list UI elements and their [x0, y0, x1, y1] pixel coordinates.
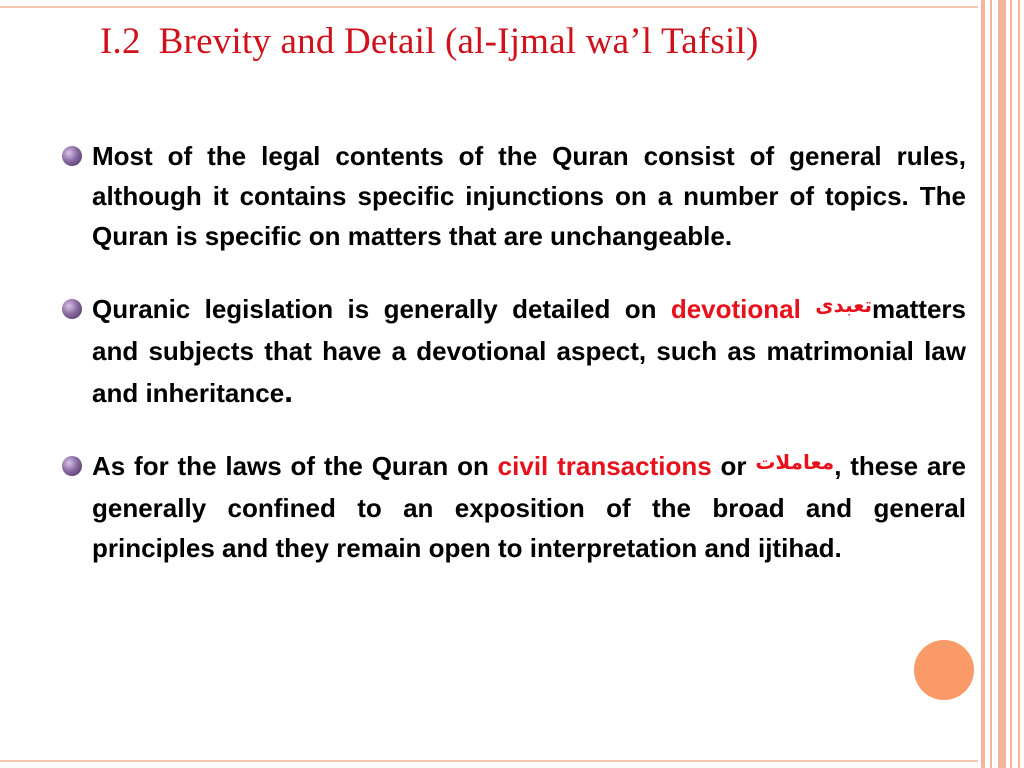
bullet-3-text-mid: or [711, 451, 756, 481]
title-number: I.2 [100, 21, 141, 62]
bullet-3-highlight: civil transactions [497, 451, 712, 481]
purple-sphere-bullet-icon [62, 456, 82, 476]
bullet-3-text-before: As for the laws of the Quran on [92, 451, 498, 481]
bullet-2-text-before: Quranic legislation is generally detailed on [92, 294, 671, 324]
bullet-2-arabic-term: تعبدى [815, 293, 873, 317]
bullet-item-2 [62, 289, 966, 413]
bullet-2-end-mark: . [284, 373, 294, 409]
frame-top-line [0, 6, 978, 8]
purple-sphere-bullet-icon [62, 299, 82, 319]
bullet-2-text-after: matters and subjects that have a devotional aspect, such as matrimonial law and inheritance [92, 294, 966, 408]
orange-circle-decoration [914, 640, 974, 700]
bullet-1-text: Most of the legal contents of the Quran consist of general rules, although it contains specific injunctions on a number of topics. The Quran is specific on matters that are unchangeable. [92, 141, 966, 251]
title-text: Brevity and Detail (al-Ijmal wa’l Tafsil) [158, 21, 759, 62]
frame-bottom-line [0, 760, 978, 762]
right-decorative-border [978, 0, 1024, 768]
bullet-3-text-after: , these are generally confined to an exposition of the broad and general principles and they remain open to interpretation and ijtihad. [92, 451, 967, 563]
bullet-item-3 [62, 446, 966, 568]
bullet-3-arabic-term: معاملات [755, 450, 835, 474]
bullet-list [62, 136, 966, 568]
purple-sphere-bullet-icon [62, 146, 82, 166]
bullet-2-highlight: devotional [670, 294, 801, 324]
bullet-item-1 [62, 136, 966, 256]
slide-title [100, 20, 920, 63]
